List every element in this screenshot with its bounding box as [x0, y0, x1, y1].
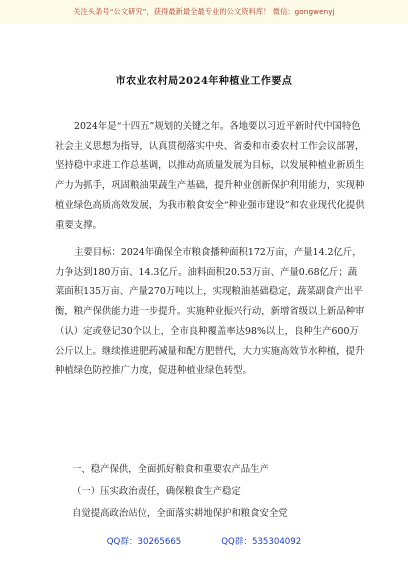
top-promo-text: 关注头条号“公文研究”，获得最新最全最专业的公文资料库！ 微信：gongwenyj [73, 7, 335, 16]
bottom-contact-banner [0, 530, 408, 552]
paragraph-goals: 主要目标：2024年确保全市粮食播种面积172万亩，产量14.2亿斤，力争达到180万亩、14.3亿斤。油料面积20.53万亩、产量0.68亿斤；蔬菜面积135万亩、产量270万吨以上，实现粮油基础稳定，蔬菜副食产出平衡，粮产保供能力进一步提升。实施种业振兴行动，新增省级以上新品种审（认）定或登记30个以上，全市良种覆盖率达98%以上，良种生产600万公斤以上。继续推进肥药减量和配方肥替代，大力实施高效节水种植，提升种植绿色防控推广力度，促进种植业绿色转型。 [55, 247, 365, 377]
paragraph-intro: 2024年是“十四五”规划的关键之年。各地要以习近平新时代中国特色社会主义思想为指导，认真贯彻落实中央、省委和市委农村工作会议部署，坚持稳中求进工作总基调，以推动高质量发展为目标，以发展种植业新质生产力为抓手，巩固粮油果蔬生产基础，提升种业创新保护利用能力，实现种植业绿色高质高效发展，为我市粮食安全“种业强市建设”和农业现代化提供重要支撑。 [55, 121, 365, 231]
paragraph-subsection: 自觉提高政治站位，全面落实耕地保护和粮食安全党 [72, 508, 288, 519]
subsection-heading-1: （一）压实政治责任，确保粮食生产稳定 [72, 486, 241, 497]
top-promo-banner [0, 0, 408, 24]
section-heading-1: 一、稳产保供，全面抓好粮食和重要农产品生产 [72, 464, 269, 475]
qq-group-1: QQ群：30265665 [106, 537, 182, 547]
qq-group-2: QQ群：535304092 [221, 537, 302, 547]
document-title: 市农业农村局2024年种植业工作要点 [115, 76, 293, 87]
